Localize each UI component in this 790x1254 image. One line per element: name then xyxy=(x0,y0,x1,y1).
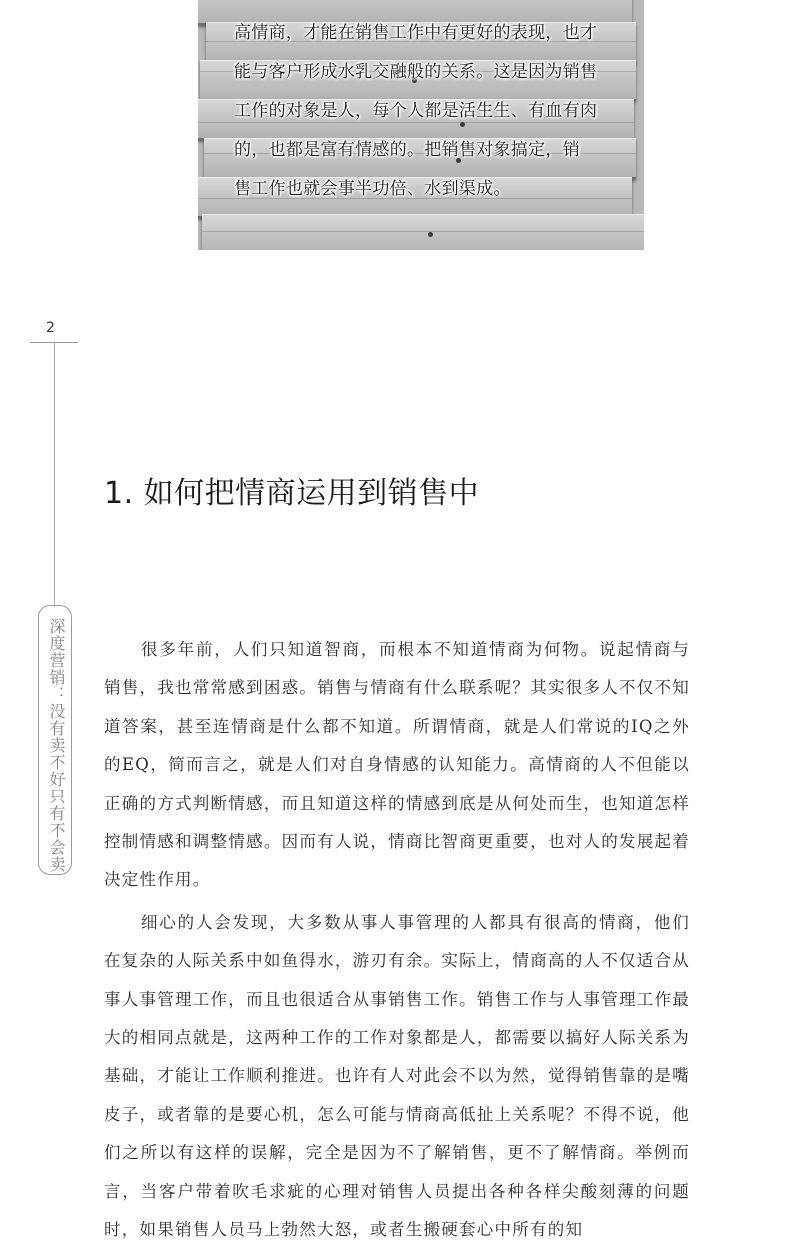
wood-plank-image xyxy=(198,0,644,250)
caption-line: 工作的对象是人，每个人都是活生生、有血有肉 xyxy=(234,101,598,121)
side-title: 深度营销：没有卖不好只有不会卖 xyxy=(47,618,66,873)
caption-line: 高情商，才能在销售工作中有更好的表现，也才 xyxy=(234,23,598,43)
side-title-box xyxy=(38,605,72,875)
caption-line: 售工作也就会事半功倍、水到渠成。 xyxy=(234,179,511,199)
side-vertical-line xyxy=(54,343,55,605)
caption-line: 能与客户形成水乳交融般的关系。这是因为销售 xyxy=(234,62,598,82)
body-text xyxy=(104,631,690,1254)
paragraph: 细心的人会发现，大多数从事人事管理的人都具有很高的情商，他们在复杂的人际关系中如鱼得水，游刃有余。实际上，情商高的人不仅适合从事人事管理工作，而且也很适合从事销售工作。销售工作与人事管理工作最大的相同点就是，这两种工作的工作对象都是人，都需要以搞好人际关系为基础，才能让工作顺利推进。也许有人对此会不以为然，觉得销售靠的是嘴皮子，或者靠的是要心机，怎么可能与情商高低扯上关系呢？不得不说，他们之所以有这样的误解，完全是因为不了解销售，更不了解情商。举例而言，当客户带着吹毛求疵的心理对销售人员提出各种各样尖酸刻薄的问题时，如果销售人员马上勃然大怒，或者生搬硬套心中所有的知 xyxy=(104,912,690,1240)
image-caption xyxy=(234,14,614,209)
paragraph: 很多年前，人们只知道智商，而根本不知道情商为何物。说起情商与销售，我也常常感到困惑。销售与情商有什么联系呢？其实很多人不仅不知道答案，甚至连情商是什么都不知道。所谓情商，就是人们常说的IQ之外的EQ，简而言之，就是人们对自身情感的认知能力。高情商的人不但能以正确的方式判断情感，而且知道这样的情感到底是从何处而生，也知道怎样控制情感和调整情感。因而有人说，情商比智商更重要，也对人的发展起着决定性作用。 xyxy=(104,640,690,890)
wood-knot xyxy=(428,232,433,237)
caption-line: 的，也都是富有情感的。把销售对象搞定，销 xyxy=(234,140,580,160)
page-number: 2 xyxy=(46,320,55,336)
wood-plank xyxy=(202,214,644,250)
section-heading: 1. 如何把情商运用到销售中 xyxy=(104,476,480,511)
